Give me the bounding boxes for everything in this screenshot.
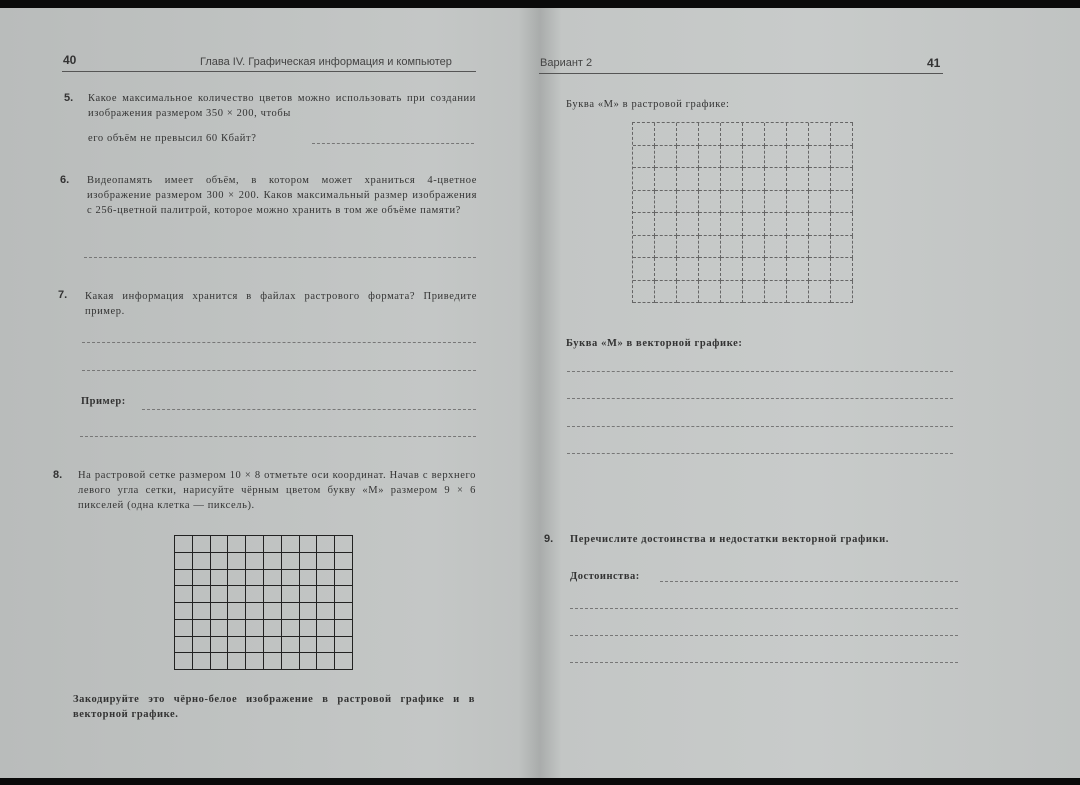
grid-cell[interactable] xyxy=(317,637,335,654)
answer-line[interactable] xyxy=(567,453,953,454)
grid-cell[interactable] xyxy=(677,168,699,191)
grid-cell[interactable] xyxy=(193,586,211,603)
answer-line[interactable] xyxy=(570,608,958,609)
question-number: 6. xyxy=(60,174,70,186)
grid-cell[interactable] xyxy=(193,603,211,620)
grid-cell[interactable] xyxy=(228,586,246,603)
grid-cell[interactable] xyxy=(721,213,743,236)
grid-cell[interactable] xyxy=(317,553,335,570)
grid-cell[interactable] xyxy=(246,620,264,637)
question-text: его объём не превысил 60 Кбайт? xyxy=(88,133,257,144)
grid-cell[interactable] xyxy=(721,258,743,281)
grid-cell[interactable] xyxy=(633,123,655,146)
grid-cell[interactable] xyxy=(300,570,318,587)
grid-cell[interactable] xyxy=(721,123,743,146)
grid-cell[interactable] xyxy=(300,603,318,620)
grid-cell[interactable] xyxy=(335,620,353,637)
grid-cell[interactable] xyxy=(246,653,264,670)
workbook-spread xyxy=(0,8,1080,778)
grid-cell[interactable] xyxy=(300,620,318,637)
grid-cell[interactable] xyxy=(765,123,787,146)
page-number: 40 xyxy=(63,53,77,67)
grid-cell[interactable] xyxy=(699,146,721,169)
grid-cell[interactable] xyxy=(633,168,655,191)
grid-cell[interactable] xyxy=(677,191,699,214)
grid-cell[interactable] xyxy=(809,213,831,236)
grid-cell[interactable] xyxy=(787,236,809,259)
grid-cell[interactable] xyxy=(317,620,335,637)
grid-cell[interactable] xyxy=(633,281,655,304)
grid-cell[interactable] xyxy=(831,146,853,169)
grid-cell[interactable] xyxy=(809,146,831,169)
pros-label: Достоинства: xyxy=(570,571,640,582)
header-rule xyxy=(539,73,943,74)
raster-answer-grid[interactable] xyxy=(632,122,853,303)
grid-cell[interactable] xyxy=(211,586,229,603)
grid-cell[interactable] xyxy=(228,570,246,587)
grid-cell[interactable] xyxy=(228,553,246,570)
grid-cell[interactable] xyxy=(831,258,853,281)
right-page xyxy=(525,8,1080,778)
grid-cell[interactable] xyxy=(211,637,229,654)
chapter-header: Глава IV. Графическая информация и компьютер xyxy=(200,56,452,68)
grid-cell[interactable] xyxy=(787,168,809,191)
example-label: Пример: xyxy=(81,396,126,407)
grid-cell[interactable] xyxy=(193,620,211,637)
grid-cell[interactable] xyxy=(228,603,246,620)
grid-cell[interactable] xyxy=(787,191,809,214)
grid-cell[interactable] xyxy=(193,553,211,570)
vector-label: Буква «М» в векторной графике: xyxy=(566,338,743,349)
grid-cell[interactable] xyxy=(246,570,264,587)
grid-cell[interactable] xyxy=(633,258,655,281)
grid-cell[interactable] xyxy=(246,553,264,570)
grid-cell[interactable] xyxy=(831,281,853,304)
answer-line[interactable] xyxy=(82,342,476,343)
answer-line[interactable] xyxy=(312,143,474,144)
grid-cell[interactable] xyxy=(633,213,655,236)
question-text: На растровой сетке размером 10 × 8 отметьте оси координат. Начав с верхнего левого угла сетки, нарисуйте чёрным цветом букву «М» размером 9 × 6 пикселей (одна клетка — пиксель). xyxy=(78,470,476,511)
grid-cell[interactable] xyxy=(655,281,677,304)
grid-cell[interactable] xyxy=(721,168,743,191)
grid-cell[interactable] xyxy=(175,653,193,670)
grid-cell[interactable] xyxy=(211,553,229,570)
grid-cell[interactable] xyxy=(787,123,809,146)
grid-cell[interactable] xyxy=(655,168,677,191)
grid-cell[interactable] xyxy=(264,620,282,637)
answer-line[interactable] xyxy=(660,581,958,582)
grid-cell[interactable] xyxy=(264,570,282,587)
grid-cell[interactable] xyxy=(300,553,318,570)
grid-cell[interactable] xyxy=(211,653,229,670)
grid-cell[interactable] xyxy=(175,570,193,587)
answer-line[interactable] xyxy=(570,662,958,663)
grid-cell[interactable] xyxy=(765,236,787,259)
grid-cell[interactable] xyxy=(809,191,831,214)
grid-cell[interactable] xyxy=(246,637,264,654)
grid-cell[interactable] xyxy=(787,213,809,236)
grid-cell[interactable] xyxy=(743,146,765,169)
grid-cell[interactable] xyxy=(677,281,699,304)
grid-cell[interactable] xyxy=(175,620,193,637)
grid-cell[interactable] xyxy=(282,586,300,603)
grid-cell[interactable] xyxy=(677,146,699,169)
grid-cell[interactable] xyxy=(765,213,787,236)
grid-cell[interactable] xyxy=(677,258,699,281)
grid-cell[interactable] xyxy=(193,637,211,654)
grid-cell[interactable] xyxy=(699,258,721,281)
grid-cell[interactable] xyxy=(264,637,282,654)
answer-line[interactable] xyxy=(80,436,476,437)
question-number: 7. xyxy=(58,289,68,301)
grid-cell[interactable] xyxy=(721,191,743,214)
question-number: 9. xyxy=(544,533,554,545)
question-text: Какая информация хранится в файлах растрового формата? Приведите пример. xyxy=(85,291,477,317)
page-number: 41 xyxy=(927,56,941,70)
raster-label: Буква «М» в растровой графике: xyxy=(566,99,730,110)
grid-cell[interactable] xyxy=(655,236,677,259)
grid-cell[interactable] xyxy=(699,281,721,304)
grid-cell[interactable] xyxy=(809,123,831,146)
grid-cell[interactable] xyxy=(211,603,229,620)
grid-cell[interactable] xyxy=(228,536,246,553)
grid-cell[interactable] xyxy=(655,123,677,146)
grid-cell[interactable] xyxy=(317,586,335,603)
grid-cell[interactable] xyxy=(335,570,353,587)
grid-cell[interactable] xyxy=(809,236,831,259)
grid-cell[interactable] xyxy=(809,258,831,281)
grid-cell[interactable] xyxy=(317,570,335,587)
answer-line[interactable] xyxy=(142,409,476,410)
grid-cell[interactable] xyxy=(699,236,721,259)
grid-cell[interactable] xyxy=(809,168,831,191)
grid-cell[interactable] xyxy=(246,536,264,553)
grid-cell[interactable] xyxy=(721,281,743,304)
grid-cell[interactable] xyxy=(743,213,765,236)
grid-cell[interactable] xyxy=(228,637,246,654)
grid-cell[interactable] xyxy=(175,553,193,570)
grid-cell[interactable] xyxy=(677,236,699,259)
grid-cell[interactable] xyxy=(282,653,300,670)
grid-cell[interactable] xyxy=(335,586,353,603)
grid-cell[interactable] xyxy=(699,191,721,214)
grid-cell[interactable] xyxy=(765,168,787,191)
grid-cell[interactable] xyxy=(282,570,300,587)
grid-cell[interactable] xyxy=(282,553,300,570)
grid-cell[interactable] xyxy=(721,236,743,259)
grid-cell[interactable] xyxy=(633,236,655,259)
answer-line[interactable] xyxy=(567,426,953,427)
grid-cell[interactable] xyxy=(743,168,765,191)
grid-cell[interactable] xyxy=(175,637,193,654)
question-text: Перечислите достоинства и недостатки векторной графики. xyxy=(570,534,890,545)
grid-cell[interactable] xyxy=(282,620,300,637)
grid-cell[interactable] xyxy=(743,281,765,304)
grid-cell[interactable] xyxy=(264,586,282,603)
answer-line[interactable] xyxy=(567,398,953,399)
task-footer: Закодируйте это чёрно-белое изображение в растровой графике и в векторной графике. xyxy=(73,694,475,720)
grid-cell[interactable] xyxy=(335,653,353,670)
header-rule xyxy=(62,71,476,72)
grid-cell[interactable] xyxy=(743,123,765,146)
grid-cell[interactable] xyxy=(317,603,335,620)
grid-cell[interactable] xyxy=(699,213,721,236)
grid-cell[interactable] xyxy=(743,258,765,281)
grid-cell[interactable] xyxy=(300,653,318,670)
grid-cell[interactable] xyxy=(765,146,787,169)
answer-line[interactable] xyxy=(570,635,958,636)
grid-cell[interactable] xyxy=(228,653,246,670)
grid-cell[interactable] xyxy=(633,191,655,214)
variant-header: Вариант 2 xyxy=(540,57,593,69)
grid-cell[interactable] xyxy=(721,146,743,169)
grid-cell[interactable] xyxy=(193,570,211,587)
grid-cell[interactable] xyxy=(677,123,699,146)
grid-cell[interactable] xyxy=(317,653,335,670)
grid-cell[interactable] xyxy=(317,536,335,553)
grid-cell[interactable] xyxy=(193,536,211,553)
grid-cell[interactable] xyxy=(175,536,193,553)
question-number: 8. xyxy=(53,469,63,481)
grid-cell[interactable] xyxy=(743,236,765,259)
grid-cell[interactable] xyxy=(699,123,721,146)
grid-cell[interactable] xyxy=(655,213,677,236)
grid-cell[interactable] xyxy=(282,536,300,553)
grid-cell[interactable] xyxy=(699,168,721,191)
grid-cell[interactable] xyxy=(809,281,831,304)
grid-cell[interactable] xyxy=(211,536,229,553)
answer-line[interactable] xyxy=(567,371,953,372)
grid-cell[interactable] xyxy=(246,586,264,603)
answer-line[interactable] xyxy=(82,370,476,371)
grid-cell[interactable] xyxy=(264,553,282,570)
question-text: Видеопамять имеет объём, в котором может храниться 4-цветное изображение размером 300 × 200. Каков максимальный размер изображения с 256-цветной палитрой, которое можно хранить в том же объёме памяти? xyxy=(87,175,477,216)
grid-cell[interactable] xyxy=(335,553,353,570)
grid-cell[interactable] xyxy=(193,653,211,670)
grid-cell[interactable] xyxy=(655,258,677,281)
grid-cell[interactable] xyxy=(300,637,318,654)
grid-cell[interactable] xyxy=(787,146,809,169)
grid-cell[interactable] xyxy=(655,191,677,214)
grid-cell[interactable] xyxy=(831,123,853,146)
grid-cell[interactable] xyxy=(765,258,787,281)
grid-cell[interactable] xyxy=(787,258,809,281)
grid-cell[interactable] xyxy=(228,620,246,637)
question-text: Какое максимальное количество цветов можно использовать при создании изображения размером 350 × 200, чтобы xyxy=(88,93,476,119)
grid-cell[interactable] xyxy=(787,281,809,304)
grid-cell[interactable] xyxy=(175,586,193,603)
answer-line[interactable] xyxy=(84,257,476,258)
grid-cell[interactable] xyxy=(677,213,699,236)
grid-cell[interactable] xyxy=(765,191,787,214)
grid-cell[interactable] xyxy=(633,146,655,169)
left-page xyxy=(0,8,520,778)
grid-cell[interactable] xyxy=(300,586,318,603)
grid-cell[interactable] xyxy=(831,168,853,191)
grid-cell[interactable] xyxy=(175,603,193,620)
grid-cell[interactable] xyxy=(335,603,353,620)
grid-cell[interactable] xyxy=(264,653,282,670)
grid-cell[interactable] xyxy=(264,603,282,620)
grid-cell[interactable] xyxy=(300,536,318,553)
grid-cell[interactable] xyxy=(743,191,765,214)
grid-cell[interactable] xyxy=(264,536,282,553)
grid-cell[interactable] xyxy=(655,146,677,169)
grid-cell[interactable] xyxy=(335,536,353,553)
grid-cell[interactable] xyxy=(246,603,264,620)
grid-cell[interactable] xyxy=(211,570,229,587)
raster-grid-10x8[interactable] xyxy=(174,535,353,670)
grid-cell[interactable] xyxy=(211,620,229,637)
grid-cell[interactable] xyxy=(831,191,853,214)
grid-cell[interactable] xyxy=(282,637,300,654)
grid-cell[interactable] xyxy=(282,603,300,620)
grid-cell[interactable] xyxy=(335,637,353,654)
question-number: 5. xyxy=(64,92,74,104)
grid-cell[interactable] xyxy=(765,281,787,304)
grid-cell[interactable] xyxy=(831,213,853,236)
grid-cell[interactable] xyxy=(831,236,853,259)
